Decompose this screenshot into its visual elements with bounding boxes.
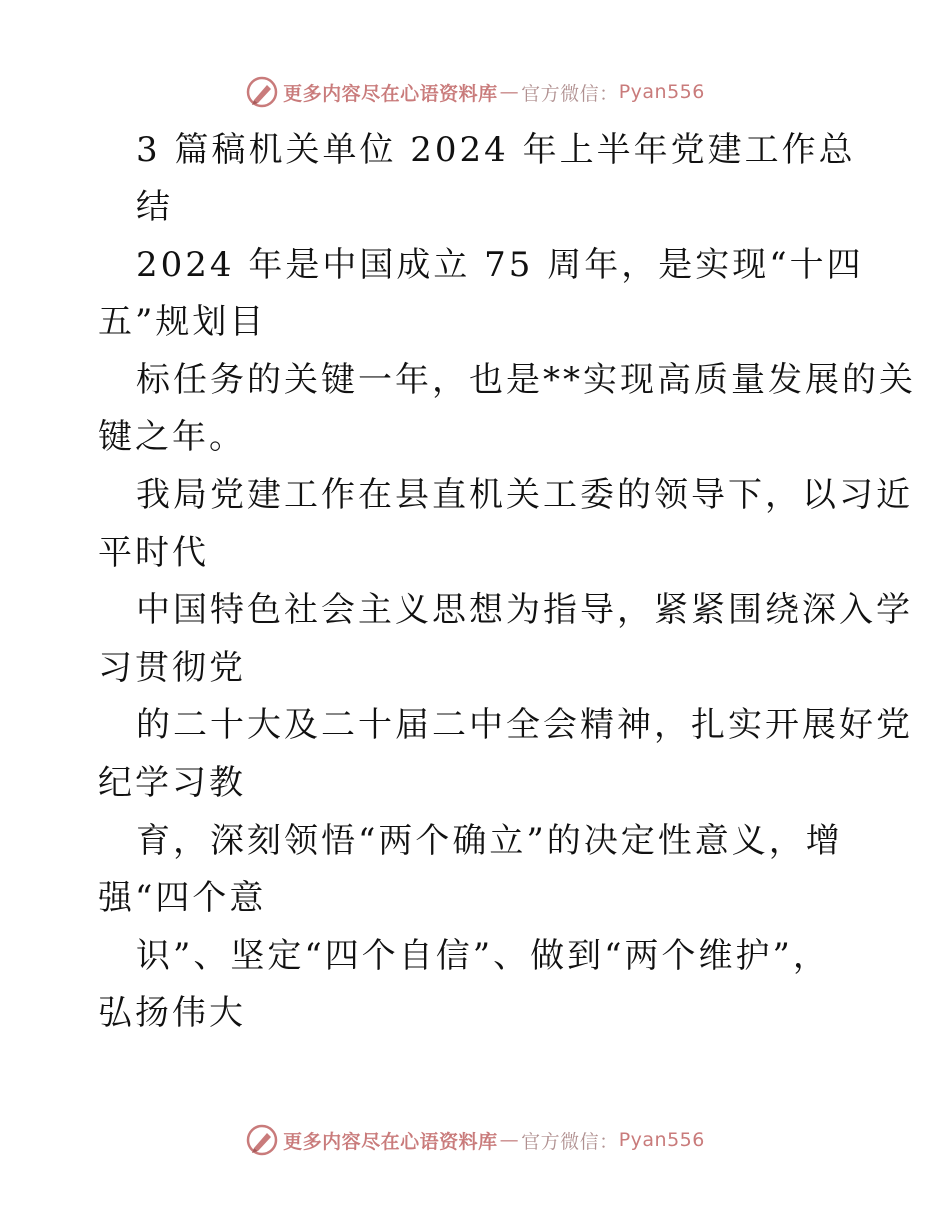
body-line: 弘扬伟大: [98, 993, 246, 1033]
title-line-2: 结: [136, 187, 173, 227]
watermark-wechat-label: 官方微信：: [521, 1130, 619, 1153]
watermark-brand: 更多内容尽在心语资料库: [283, 82, 498, 105]
body-line: 平时代: [98, 533, 209, 573]
footer-watermark: [0, 1120, 950, 1160]
pen-logo-icon: [245, 75, 279, 109]
header-watermark: [0, 72, 950, 112]
watermark-dash: —: [499, 1129, 520, 1151]
body-line: 中国特色社会主义思想为指导，紧紧围绕深入学: [136, 590, 913, 630]
body-line: 标任务的关键一年，也是**实现高质量发展的关: [136, 360, 916, 400]
body-line: 识”、坚定“四个自信”、做到“两个维护”，: [136, 936, 830, 976]
title-line-1: 3 篇稿机关单位 2024 年上半年党建工作总: [136, 130, 856, 170]
watermark-wechat-id: Pyan556: [618, 1129, 705, 1151]
pen-logo-icon: [245, 1123, 279, 1157]
watermark-brand: 更多内容尽在心语资料库: [283, 1130, 498, 1153]
body-line: 纪学习教: [98, 763, 246, 803]
body-line: 2024 年是中国成立 75 周年，是实现“十四: [136, 245, 864, 285]
body-line: 习贯彻党: [98, 648, 246, 688]
watermark-wechat-label: 官方微信：: [521, 82, 619, 105]
body-line: 五”规划目: [98, 302, 267, 342]
body-line: 育，深刻领悟“两个确立”的决定性意义，增: [136, 821, 843, 861]
body-line: 键之年。: [98, 417, 246, 457]
watermark-dash: —: [499, 81, 520, 103]
body-line: 我局党建工作在县直机关工委的领导下，以习近: [136, 475, 913, 515]
body-line: 强“四个意: [98, 878, 267, 918]
body-line: 的二十大及二十届二中全会精神，扎实开展好党: [136, 705, 913, 745]
watermark-wechat-id: Pyan556: [618, 81, 705, 103]
